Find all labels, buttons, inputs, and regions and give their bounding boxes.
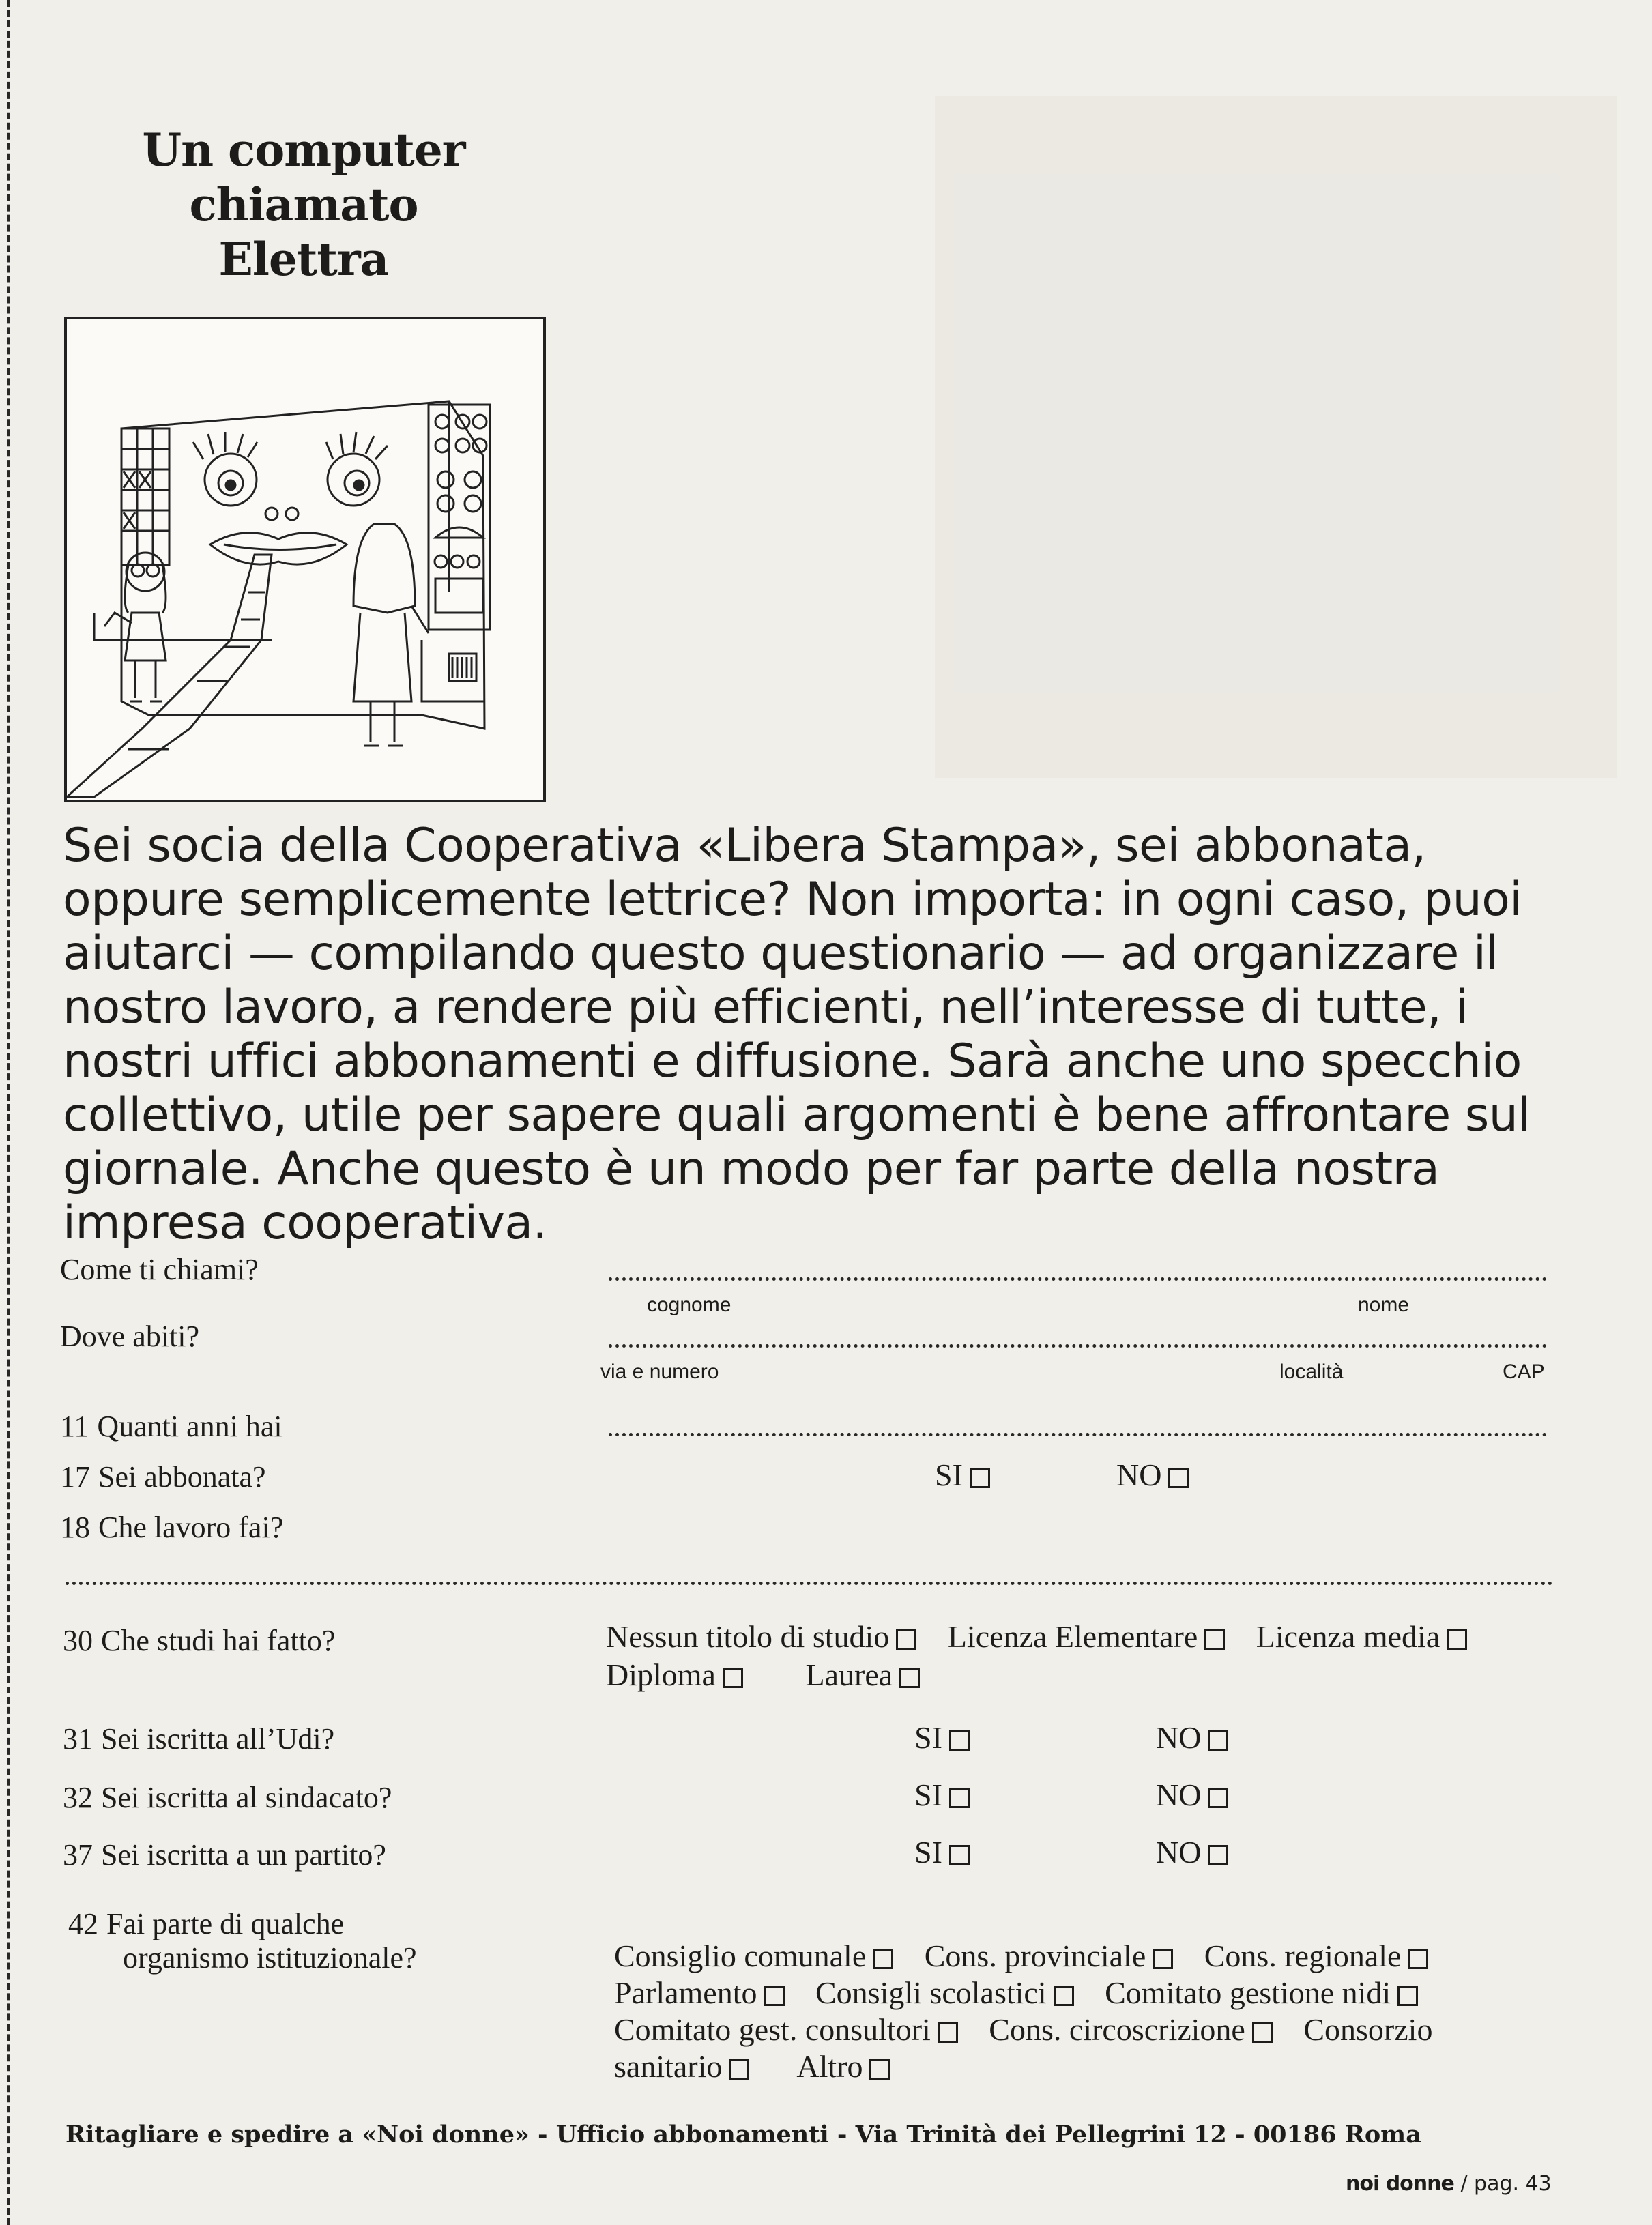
q42-option-cons-regionale-label: Cons. regionale <box>1204 1938 1402 1973</box>
q30-option-nessun-titolo-checkbox[interactable] <box>896 1629 916 1650</box>
q17-no-option[interactable] <box>1116 1457 1189 1494</box>
q30-option-diploma[interactable] <box>606 1657 743 1692</box>
article-title <box>96 123 512 287</box>
age-input-line[interactable] <box>609 1433 1547 1436</box>
q42-option-cons-circoscrizione-label: Cons. circoscrizione <box>989 2012 1245 2047</box>
q31-yes-label: SI <box>914 1720 942 1755</box>
q30-option-licenza-elementare-checkbox[interactable] <box>1204 1629 1225 1650</box>
question-30-number: 30 <box>63 1624 93 1657</box>
mailing-address-footer: Ritagliare e spedire a «Noi donne» - Ufficio abbonamenti - Via Trinità dei Pellegrini 12 - 00186 Roma <box>66 2121 1421 2149</box>
q42-option-consigli-scolastici[interactable] <box>815 1975 1074 2010</box>
question-37-label: Sei iscritta a un partito? <box>101 1838 386 1872</box>
q30-option-laurea-checkbox[interactable] <box>899 1668 920 1688</box>
question-42-number: 42 <box>68 1907 98 1940</box>
q32-no-label: NO <box>1156 1777 1202 1812</box>
q31-yes-checkbox[interactable] <box>949 1730 970 1751</box>
q42-option-cons-regionale-checkbox[interactable] <box>1408 1949 1428 1969</box>
question-18 <box>60 1511 283 1545</box>
q30-options-row-2 <box>606 1657 943 1693</box>
caption-cap: CAP <box>1503 1361 1545 1383</box>
question-name-label: Come ti chiami? <box>60 1253 259 1286</box>
q30-options-row-1 <box>606 1618 1467 1655</box>
q30-option-nessun-titolo[interactable] <box>606 1619 916 1654</box>
q42-option-altro-label: Altro <box>796 2049 863 2084</box>
question-32-label: Sei iscritta al sindacato? <box>101 1781 392 1814</box>
q32-no-checkbox[interactable] <box>1208 1788 1228 1808</box>
q42-options-row-1 <box>614 1938 1428 1975</box>
question-18-label: Che lavoro fai? <box>98 1511 284 1544</box>
background-ghost-print <box>935 96 1617 778</box>
question-address-label: Dove abiti? <box>60 1320 200 1353</box>
job-input-line[interactable] <box>66 1582 1553 1585</box>
title-line-1: Un computer <box>142 123 465 177</box>
cartoon-computer-face-icon <box>64 317 546 802</box>
question-37 <box>63 1838 386 1872</box>
question-31-number: 31 <box>63 1722 93 1756</box>
q32-yes-option[interactable] <box>914 1777 970 1814</box>
q32-yes-label: SI <box>914 1777 942 1812</box>
q42-option-consorzio-sanitario[interactable] <box>614 2049 749 2084</box>
q42-option-cons-provinciale-checkbox[interactable] <box>1153 1949 1173 1969</box>
q30-option-laurea[interactable] <box>805 1657 920 1692</box>
caption-via-numero: via e numero <box>600 1361 719 1383</box>
q42-option-comitato-consultori[interactable] <box>614 2012 958 2047</box>
question-17-number: 17 <box>60 1460 90 1494</box>
question-30 <box>63 1624 335 1658</box>
question-42 <box>68 1907 417 1975</box>
q37-no-label: NO <box>1156 1835 1202 1870</box>
caption-cognome: cognome <box>647 1294 731 1316</box>
page-number: / pag. 43 <box>1460 2172 1552 2196</box>
question-32 <box>63 1781 392 1815</box>
cut-line <box>7 0 10 2225</box>
q42-option-comitato-nidi-checkbox[interactable] <box>1397 1986 1418 2006</box>
q42-options-row-2 <box>614 1975 1418 2011</box>
magazine-brand: noi donne <box>1346 2172 1454 2196</box>
address-input-line[interactable] <box>609 1344 1547 1348</box>
question-42-label-line-1: Fai parte di qualche <box>106 1907 345 1940</box>
q17-no-checkbox[interactable] <box>1168 1468 1189 1488</box>
q32-no-option[interactable] <box>1156 1777 1228 1814</box>
q42-option-cons-regionale[interactable] <box>1204 1938 1429 1973</box>
q42-option-consorzio-sanitario-checkbox[interactable] <box>729 2059 749 2080</box>
title-line-3: Elettra <box>218 233 389 286</box>
q42-option-consigli-scolastici-label: Consigli scolastici <box>815 1975 1047 2010</box>
q42-option-parlamento[interactable] <box>614 1975 785 2010</box>
question-42-label-line-2: organismo istituzionale? <box>123 1941 417 1975</box>
q17-yes-checkbox[interactable] <box>970 1468 990 1488</box>
q32-yes-checkbox[interactable] <box>949 1788 970 1808</box>
q30-option-nessun-titolo-label: Nessun titolo di studio <box>606 1619 890 1654</box>
q30-option-licenza-media-checkbox[interactable] <box>1447 1629 1467 1650</box>
q42-options-row-4 <box>614 2048 913 2085</box>
question-11-number: 11 <box>60 1410 89 1443</box>
q42-option-cons-circoscrizione[interactable] <box>989 2012 1273 2047</box>
question-17-label: Sei abbonata? <box>98 1460 266 1494</box>
q42-option-altro[interactable] <box>796 2049 890 2084</box>
q17-yes-label: SI <box>935 1457 963 1492</box>
q30-option-licenza-media-label: Licenza media <box>1256 1619 1440 1654</box>
q42-option-comitato-nidi-label: Comitato gestione nidi <box>1105 1975 1391 2010</box>
caption-localita: località <box>1279 1361 1344 1383</box>
question-11 <box>60 1410 282 1444</box>
q31-no-option[interactable] <box>1156 1719 1228 1756</box>
q42-option-consiglio-comunale[interactable] <box>614 1938 893 1973</box>
q31-no-checkbox[interactable] <box>1208 1730 1228 1751</box>
cartoon-drawing <box>67 319 543 800</box>
q42-option-comitato-nidi[interactable] <box>1105 1975 1418 2010</box>
q17-yes-option[interactable] <box>935 1457 990 1494</box>
question-11-label: Quanti anni hai <box>97 1410 282 1443</box>
page-footer <box>1346 2172 1552 2196</box>
name-input-line[interactable] <box>609 1277 1547 1281</box>
q42-options-row-3 <box>614 2011 1432 2048</box>
caption-nome: nome <box>1358 1294 1410 1316</box>
q42-option-altro-checkbox[interactable] <box>869 2059 890 2080</box>
q42-option-cons-provinciale[interactable] <box>925 1938 1174 1973</box>
question-30-label: Che studi hai fatto? <box>101 1624 336 1657</box>
q30-option-licenza-elementare[interactable] <box>948 1619 1225 1654</box>
q30-option-licenza-media[interactable] <box>1256 1619 1467 1654</box>
question-37-number: 37 <box>63 1838 93 1872</box>
q30-option-laurea-label: Laurea <box>805 1657 893 1692</box>
q42-option-consorzio-part2: sanitario <box>614 2049 723 2084</box>
q42-option-parlamento-checkbox[interactable] <box>764 1986 785 2006</box>
q30-option-diploma-checkbox[interactable] <box>723 1668 743 1688</box>
q37-yes-label: SI <box>914 1835 942 1870</box>
q31-no-label: NO <box>1156 1720 1202 1755</box>
q42-option-consigli-scolastici-checkbox[interactable] <box>1054 1986 1074 2006</box>
q30-option-licenza-elementare-label: Licenza Elementare <box>947 1619 1198 1654</box>
question-18-number: 18 <box>60 1511 90 1544</box>
q42-option-comitato-consultori-label: Comitato gest. consultori <box>614 2012 931 2047</box>
q37-yes-checkbox[interactable] <box>949 1845 970 1865</box>
question-17 <box>60 1460 266 1494</box>
q37-no-checkbox[interactable] <box>1208 1845 1228 1865</box>
question-31-label: Sei iscritta all’Udi? <box>101 1722 335 1756</box>
q37-yes-option[interactable] <box>914 1834 970 1871</box>
q30-option-diploma-label: Diploma <box>606 1657 716 1692</box>
q42-option-cons-circoscrizione-checkbox[interactable] <box>1252 2022 1273 2043</box>
q42-option-consiglio-comunale-label: Consiglio comunale <box>614 1938 867 1973</box>
intro-text: Sei socia della Cooperativa «Libera Stampa», sei abbonata, oppure semplicemente lettrice? Non importa: in ogni caso, puoi aiutarci — compilando questo questionario — ad organizzare il nostro lavoro, a rendere più efficienti, nell’interesse di tutte, i nostri uffici abbonamenti e diffusione. Sarà anche uno specchio collettivo, utile per sapere quali argomenti è bene affrontare sul giornale. Anche questo è un modo per far parte della nostra impresa cooperativa. <box>63 819 1531 1250</box>
q42-option-comitato-consultori-checkbox[interactable] <box>938 2022 958 2043</box>
q42-option-consiglio-comunale-checkbox[interactable] <box>873 1949 893 1969</box>
title-line-2: chiamato <box>189 178 418 231</box>
q17-no-label: NO <box>1116 1457 1162 1492</box>
question-32-number: 32 <box>63 1781 93 1814</box>
q42-option-consorzio-part1: Consorzio <box>1303 2012 1433 2047</box>
q37-no-option[interactable] <box>1156 1834 1228 1871</box>
intro-paragraph <box>63 819 1591 1250</box>
q31-yes-option[interactable] <box>914 1719 970 1756</box>
q42-option-cons-provinciale-label: Cons. provinciale <box>924 1938 1146 1973</box>
q42-option-parlamento-label: Parlamento <box>614 1975 757 2010</box>
question-31 <box>63 1722 334 1756</box>
